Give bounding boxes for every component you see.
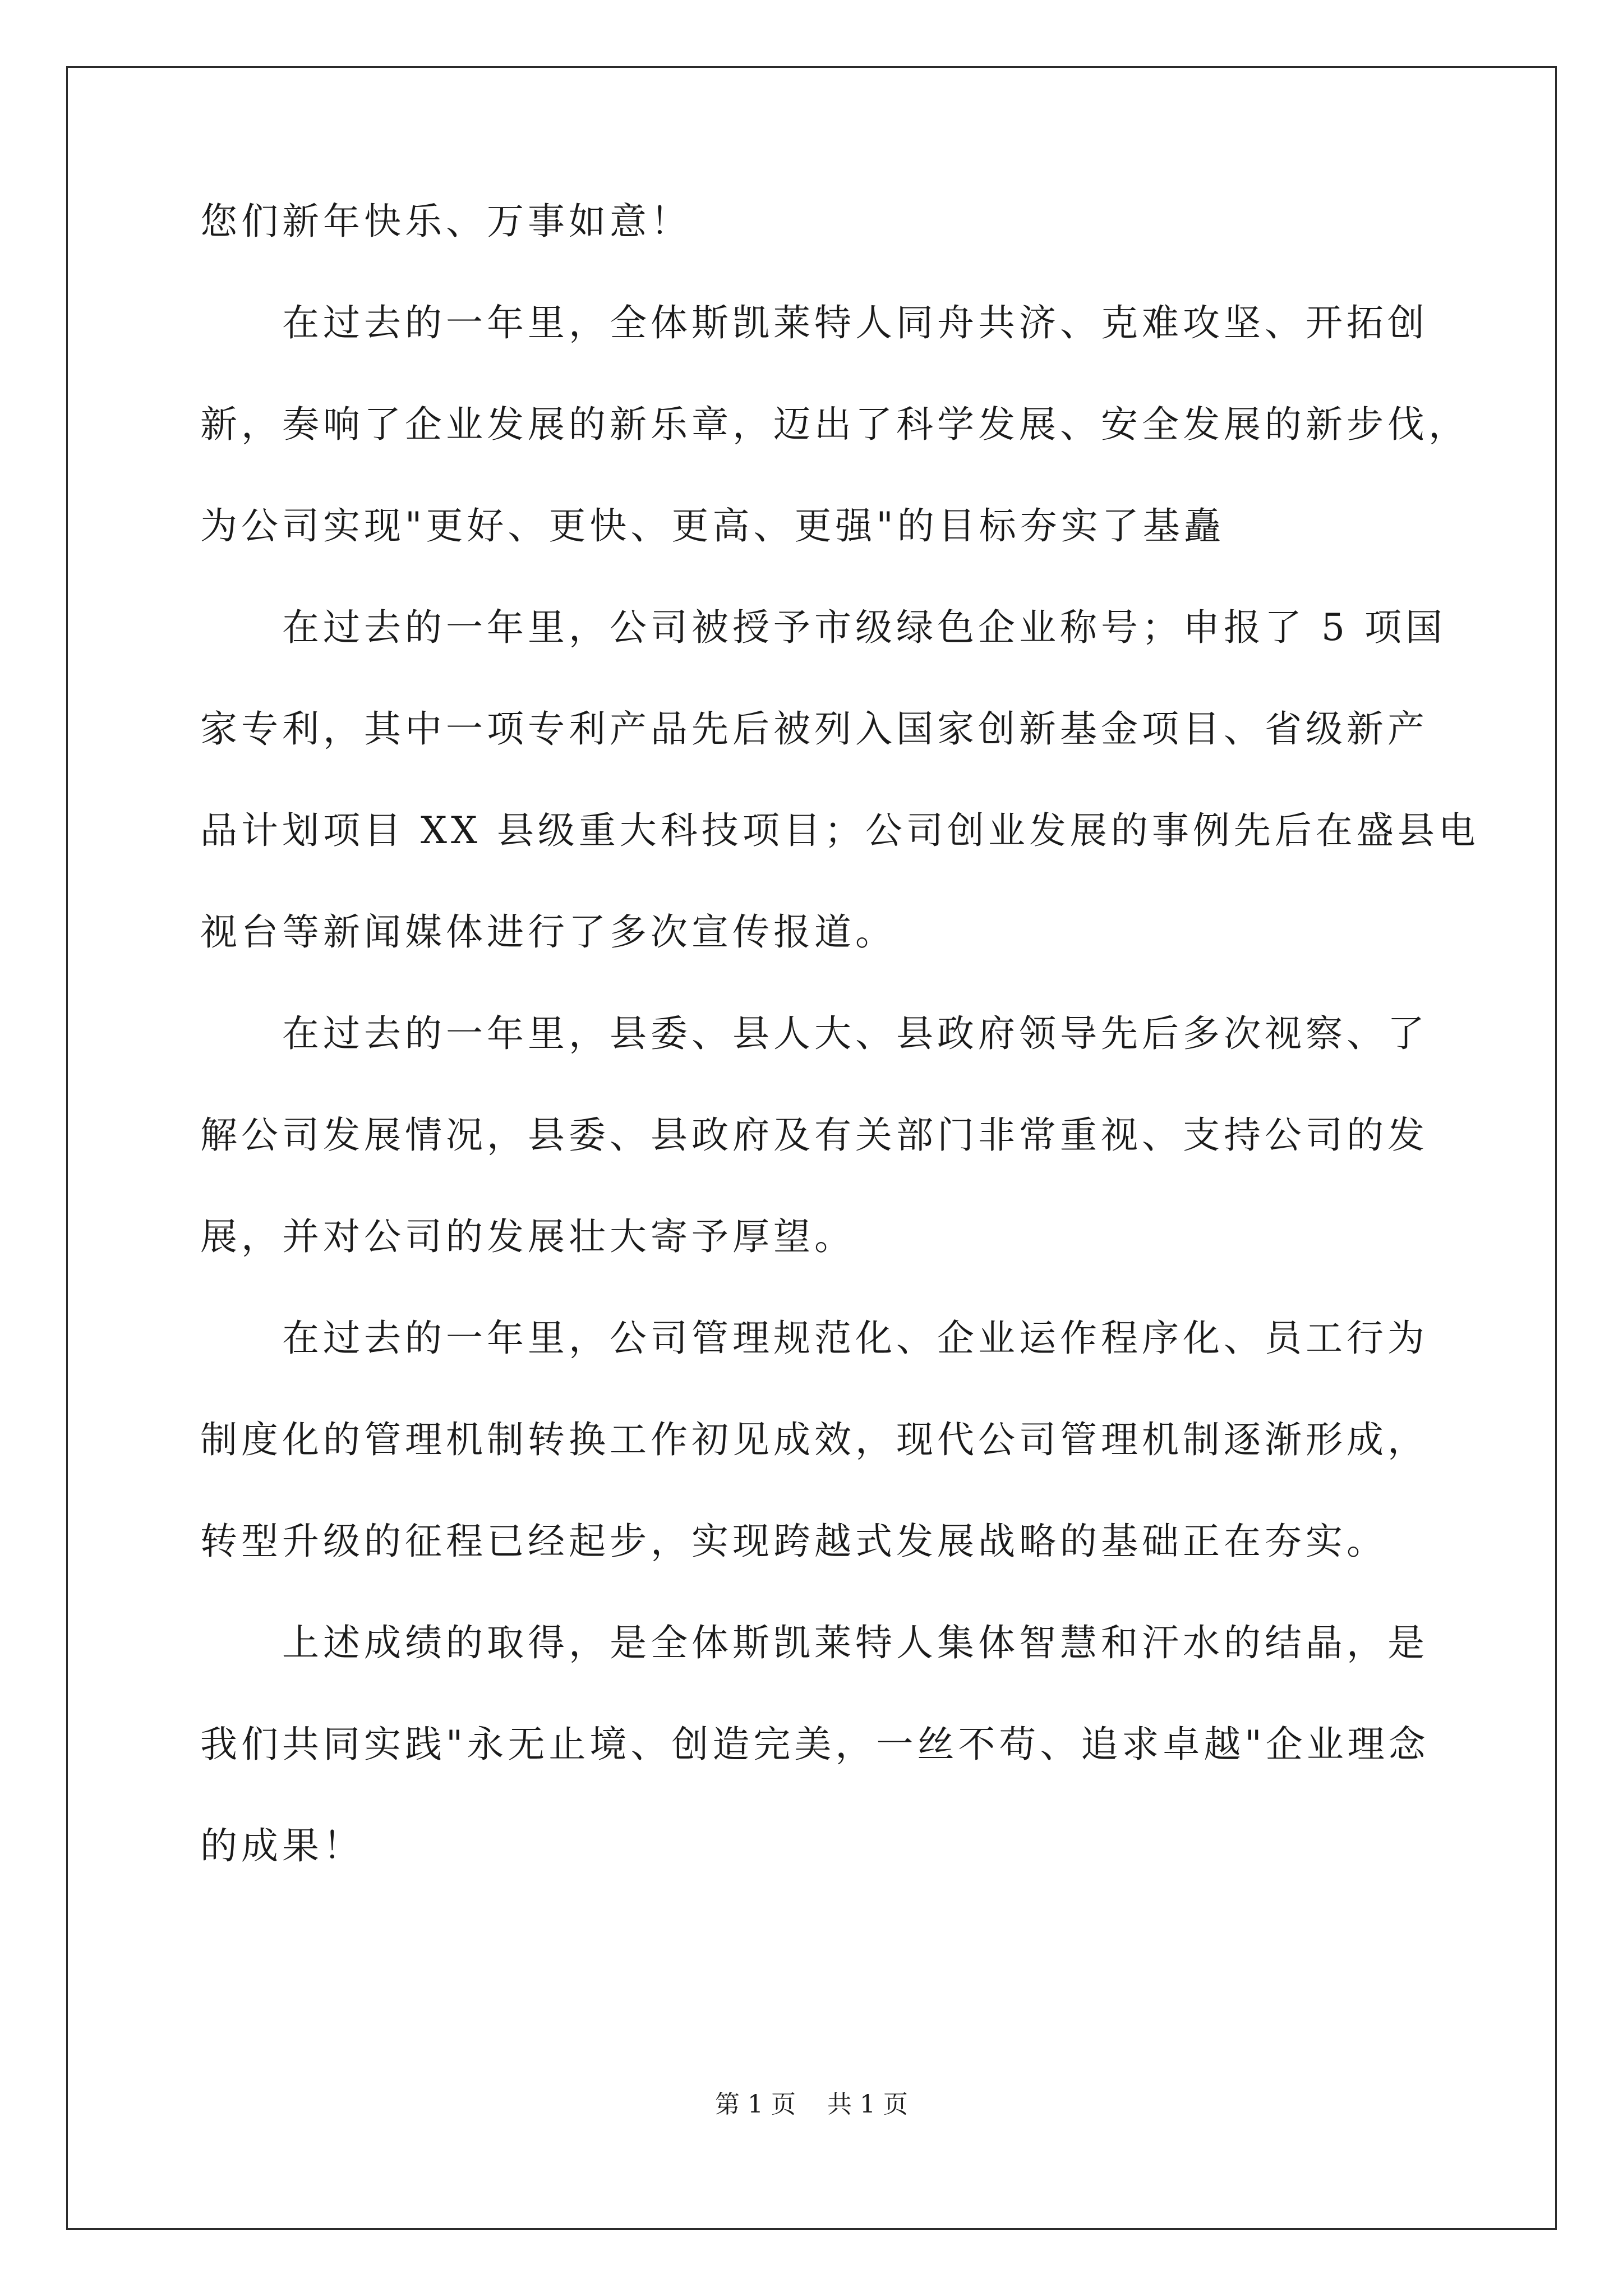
paragraph-start-line: 上述成绩的取得，是全体斯凯莱特人集体智慧和汗水的结晶，是 [282, 1621, 1428, 1664]
text-line: 品计划项目 XX 县级重大科技项目；公司创业发展的事例先后在盛县电 [200, 809, 1479, 852]
text-line: 转型升级的征程已经起步，实现跨越式发展战略的基础正在夯实。 [200, 1520, 1387, 1563]
text-line: 展，并对公司的发展壮大寄予厚望。 [200, 1215, 855, 1258]
document-body [200, 197, 1479, 1924]
text-line: 家专利，其中一项专利产品先后被列入国家创新基金项目、省级新产 [200, 707, 1428, 751]
text-line: 我们共同实践"永无止境、创造完美，一丝不苟、追求卓越"企业理念 [200, 1723, 1430, 1766]
paragraph-start-line: 在过去的一年里，全体斯凯莱特人同舟共济、克难攻坚、开拓创 [282, 301, 1428, 344]
text-line: 的成果！ [200, 1824, 364, 1867]
paragraph-start-line: 在过去的一年里，县委、县人大、县政府领导先后多次视察、了 [282, 1012, 1428, 1055]
paragraph-start-line: 在过去的一年里，公司被授予市级绿色企业称号；申报了 5 项国 [282, 606, 1446, 649]
text-line: 解公司发展情况，县委、县政府及有关部门非常重视、支持公司的发 [200, 1114, 1428, 1157]
page-number-footer: 第 1 页 共 1 页 [715, 2090, 908, 2119]
text-line: 您们新年快乐、万事如意！ [200, 200, 691, 243]
paragraph-start-line: 在过去的一年里，公司管理规范化、企业运作程序化、员工行为 [282, 1317, 1428, 1360]
text-line: 视台等新闻媒体进行了多次宣传报道。 [200, 910, 896, 954]
text-line: 制度化的管理机制转换工作初见成效，现代公司管理机制逐渐形成， [200, 1418, 1428, 1461]
text-line: 为公司实现"更好、更快、更高、更强"的目标夯实了基矗 [200, 504, 1225, 547]
text-line: 新，奏响了企业发展的新乐章，迈出了科学发展、安全发展的新步伐， [200, 403, 1469, 446]
